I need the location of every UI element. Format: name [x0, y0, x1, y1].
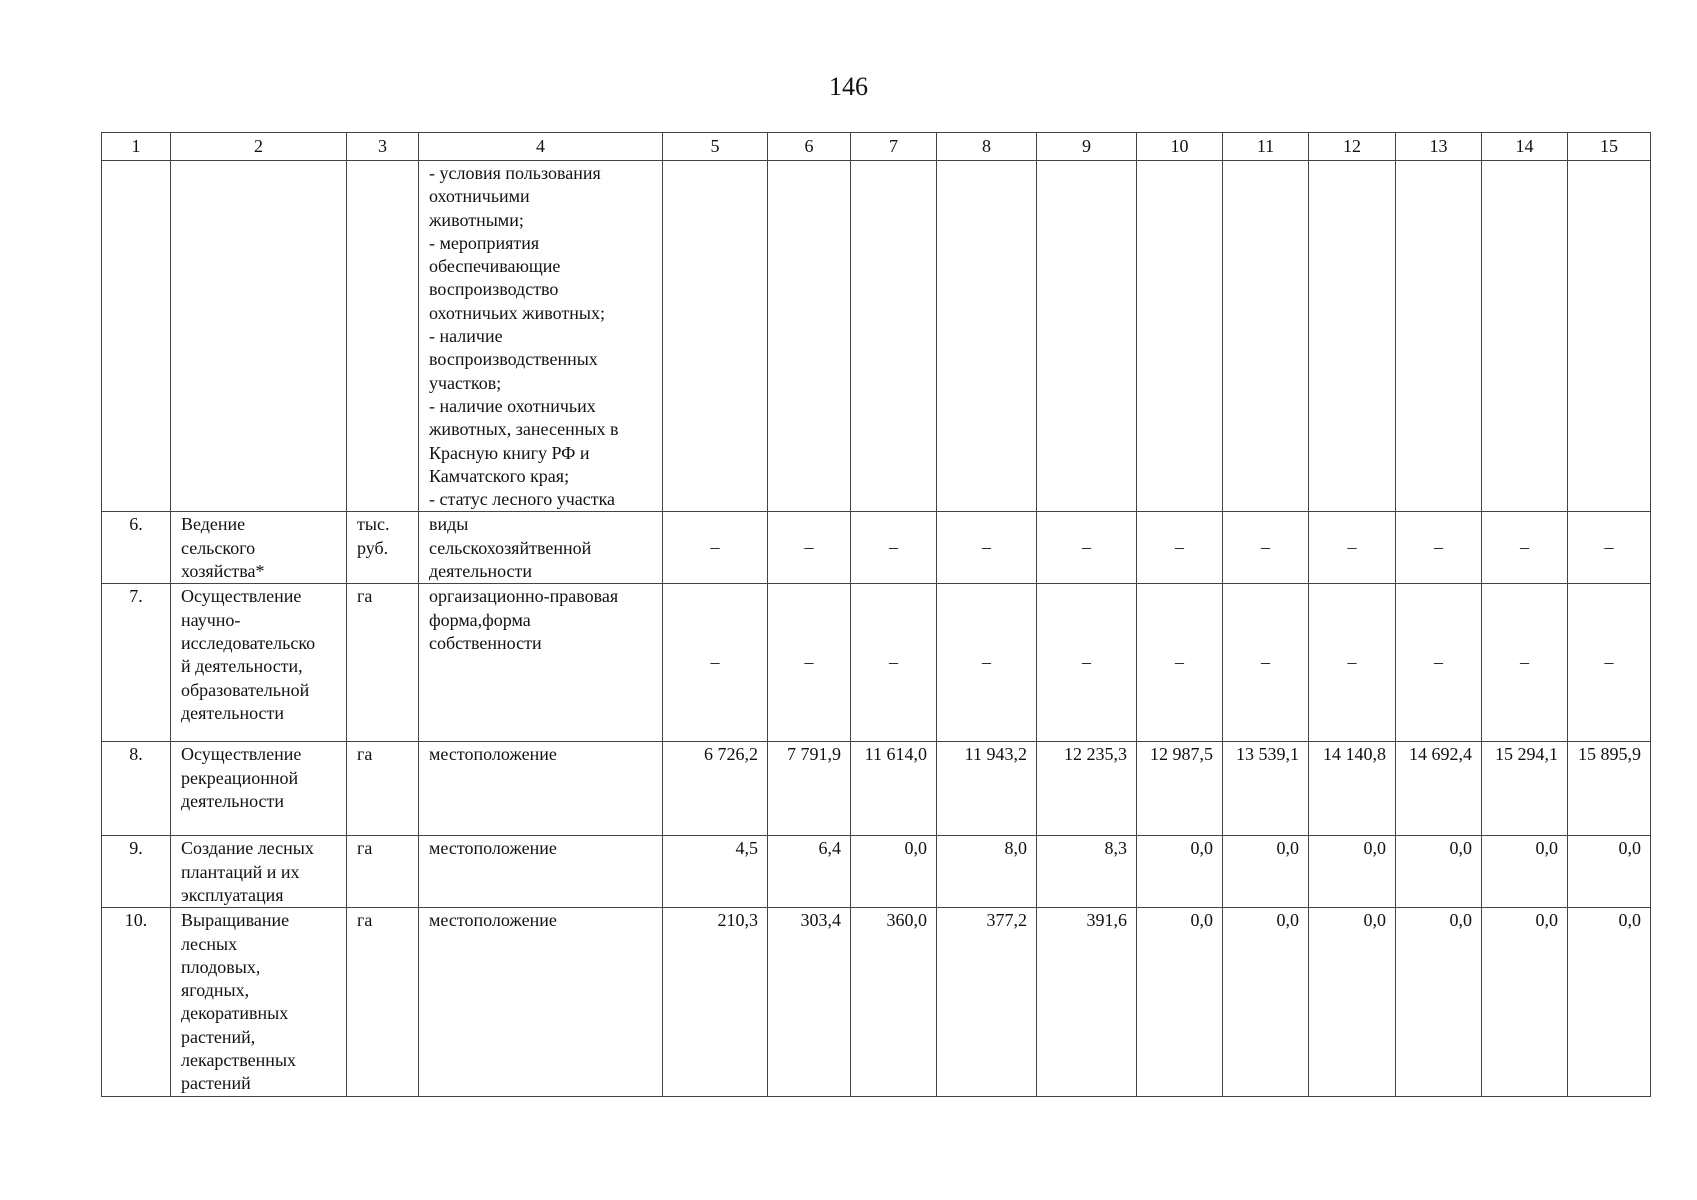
value-cell: –	[1568, 512, 1651, 584]
value-cell: 0,0	[1137, 908, 1223, 1096]
value-cell: –	[1223, 584, 1309, 742]
value-cell: 0,0	[1568, 836, 1651, 908]
value-cell: 377,2	[937, 908, 1037, 1096]
value-cell: –	[1309, 584, 1396, 742]
criteria-cell: - условия пользования охотничьими животными; - мероприятия обеспечивающие воспроизводство охотничьих животных; - наличие воспроизводственных участков; - наличие охотничьих животных, занесенных в Красную книгу РФ и Камчатского края; - статус лесного участка	[419, 161, 663, 512]
value-cell: 0,0	[1223, 836, 1309, 908]
activity-name: Осуществление научно- исследовательско й деятельности, образовательной деятельности	[171, 584, 347, 742]
value-cell: 210,3	[663, 908, 768, 1096]
unit-cell: га	[347, 584, 419, 742]
table-row	[102, 836, 1651, 908]
data-table	[101, 132, 1651, 1097]
value-cell: 360,0	[851, 908, 937, 1096]
criteria-cell: местоположение	[419, 742, 663, 836]
value-cell: 13 539,1	[1223, 742, 1309, 836]
value-cell: 0,0	[1396, 836, 1482, 908]
value-cell: –	[851, 584, 937, 742]
value-cell: 391,6	[1037, 908, 1137, 1096]
row-number: 8.	[102, 742, 171, 836]
value-cell: –	[1309, 512, 1396, 584]
value-cell: –	[1482, 512, 1568, 584]
table-row	[102, 584, 1651, 742]
value-cell: 303,4	[768, 908, 851, 1096]
value-cell: 0,0	[1568, 908, 1651, 1096]
unit-cell: га	[347, 908, 419, 1096]
column-number: 5	[663, 133, 768, 161]
column-number: 1	[102, 133, 171, 161]
column-number: 7	[851, 133, 937, 161]
value-cell: 0,0	[1137, 836, 1223, 908]
value-cell: –	[1223, 512, 1309, 584]
column-number: 10	[1137, 133, 1223, 161]
value-cell: 8,0	[937, 836, 1037, 908]
table-row	[102, 742, 1651, 836]
value-cell: 8,3	[1037, 836, 1137, 908]
unit-cell: га	[347, 742, 419, 836]
row-number: 7.	[102, 584, 171, 742]
column-number-row	[102, 133, 1651, 161]
row-number: 10.	[102, 908, 171, 1096]
page-number: 146	[829, 72, 868, 101]
value-cell: 6,4	[768, 836, 851, 908]
value-cell: –	[663, 512, 768, 584]
criteria-cell: местоположение	[419, 908, 663, 1096]
unit-cell: га	[347, 836, 419, 908]
column-number: 4	[419, 133, 663, 161]
value-cell: 0,0	[1309, 836, 1396, 908]
value-cell: –	[768, 512, 851, 584]
column-number: 15	[1568, 133, 1651, 161]
value-cell: –	[937, 584, 1037, 742]
value-cell: –	[1396, 584, 1482, 742]
column-number: 13	[1396, 133, 1482, 161]
column-number: 12	[1309, 133, 1396, 161]
value-cell: 14 140,8	[1309, 742, 1396, 836]
value-cell: –	[1037, 584, 1137, 742]
column-number: 8	[937, 133, 1037, 161]
value-cell: 4,5	[663, 836, 768, 908]
value-cell: –	[663, 584, 768, 742]
value-cell: –	[768, 584, 851, 742]
value-cell: –	[1568, 584, 1651, 742]
value-cell: 0,0	[1482, 836, 1568, 908]
value-cell: 11 614,0	[851, 742, 937, 836]
value-cell: 15 294,1	[1482, 742, 1568, 836]
column-number: 2	[171, 133, 347, 161]
criteria-cell: виды сельскохозяйтвенной деятельности	[419, 512, 663, 584]
activity-name: Осуществление рекреационной деятельности	[171, 742, 347, 836]
value-cell: 12 235,3	[1037, 742, 1137, 836]
column-number: 9	[1037, 133, 1137, 161]
value-cell: 15 895,9	[1568, 742, 1651, 836]
column-number: 11	[1223, 133, 1309, 161]
value-cell: –	[1396, 512, 1482, 584]
value-cell: –	[851, 512, 937, 584]
table-row	[102, 512, 1651, 584]
value-cell: –	[1037, 512, 1137, 584]
row-number: 6.	[102, 512, 171, 584]
value-cell: –	[937, 512, 1037, 584]
unit-cell: тыс. руб.	[347, 512, 419, 584]
column-number: 3	[347, 133, 419, 161]
value-cell: 0,0	[1309, 908, 1396, 1096]
value-cell: –	[1482, 584, 1568, 742]
table-row	[102, 908, 1651, 1096]
activity-name: Ведение сельского хозяйства*	[171, 512, 347, 584]
value-cell: 0,0	[1396, 908, 1482, 1096]
value-cell: –	[1137, 512, 1223, 584]
criteria-cell: оргаизационно-правовая форма,форма собственности	[419, 584, 663, 742]
activity-name: Выращивание лесных плодовых, ягодных, декоративных растений, лекарственных растений	[171, 908, 347, 1096]
value-cell: 7 791,9	[768, 742, 851, 836]
continuation-row	[102, 161, 1651, 512]
value-cell: 0,0	[1482, 908, 1568, 1096]
value-cell: –	[1137, 584, 1223, 742]
column-number: 6	[768, 133, 851, 161]
row-number: 9.	[102, 836, 171, 908]
value-cell: 6 726,2	[663, 742, 768, 836]
column-number: 14	[1482, 133, 1568, 161]
value-cell: 0,0	[1223, 908, 1309, 1096]
criteria-cell: местоположение	[419, 836, 663, 908]
activity-name: Создание лесных плантаций и их эксплуатация	[171, 836, 347, 908]
value-cell: 11 943,2	[937, 742, 1037, 836]
value-cell: 0,0	[851, 836, 937, 908]
value-cell: 14 692,4	[1396, 742, 1482, 836]
value-cell: 12 987,5	[1137, 742, 1223, 836]
